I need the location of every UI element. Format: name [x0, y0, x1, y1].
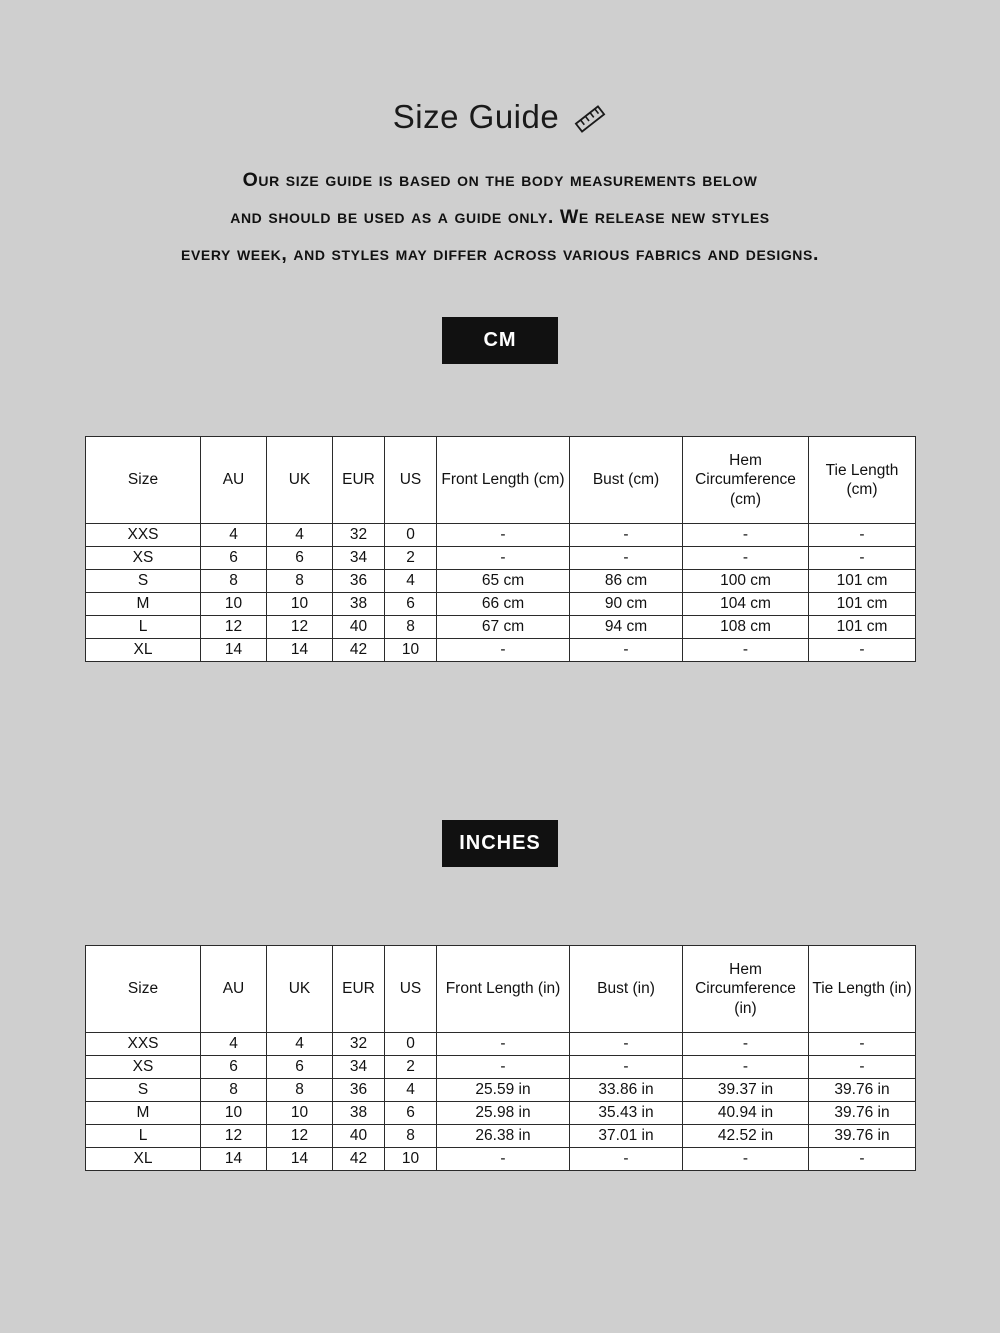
col-header-hem-circumference: Hem Circumference (cm): [683, 437, 809, 524]
cell-us: 0: [385, 524, 437, 547]
cell-size: S: [86, 1079, 201, 1102]
cell-hem: 42.52 in: [683, 1125, 809, 1148]
table-row: [86, 593, 916, 616]
cell-eur: 32: [333, 1033, 385, 1056]
unit-badge-inches: INCHES: [442, 820, 558, 867]
cell-uk: 6: [267, 547, 333, 570]
cell-bust: 86 cm: [570, 570, 683, 593]
cell-hem: -: [683, 1033, 809, 1056]
col-header-au: AU: [201, 946, 267, 1033]
cell-us: 6: [385, 593, 437, 616]
cell-hem: -: [683, 639, 809, 662]
cell-us: 6: [385, 1102, 437, 1125]
cell-hem: 108 cm: [683, 616, 809, 639]
cell-tie: 39.76 in: [809, 1125, 916, 1148]
cell-au: 14: [201, 1148, 267, 1171]
cell-tie: 101 cm: [809, 570, 916, 593]
cell-size: S: [86, 570, 201, 593]
cell-eur: 40: [333, 1125, 385, 1148]
cell-bust: -: [570, 547, 683, 570]
cell-size: XL: [86, 1148, 201, 1171]
cell-uk: 4: [267, 1033, 333, 1056]
cell-front-length: 26.38 in: [437, 1125, 570, 1148]
cell-tie: -: [809, 547, 916, 570]
cell-eur: 42: [333, 1148, 385, 1171]
cell-au: 8: [201, 1079, 267, 1102]
cell-us: 8: [385, 1125, 437, 1148]
cell-us: 2: [385, 547, 437, 570]
cell-tie: -: [809, 1056, 916, 1079]
table-header-row: [86, 946, 916, 1033]
cell-uk: 12: [267, 616, 333, 639]
page-header: [0, 0, 1000, 136]
col-header-eur: EUR: [333, 437, 385, 524]
cell-size: XXS: [86, 1033, 201, 1056]
cell-tie: -: [809, 524, 916, 547]
cell-front-length: 67 cm: [437, 616, 570, 639]
table-row: [86, 639, 916, 662]
cell-us: 4: [385, 1079, 437, 1102]
col-header-au: AU: [201, 437, 267, 524]
cell-uk: 6: [267, 1056, 333, 1079]
cell-hem: 40.94 in: [683, 1102, 809, 1125]
table-row: [86, 1056, 916, 1079]
cell-front-length: 25.59 in: [437, 1079, 570, 1102]
cell-au: 12: [201, 1125, 267, 1148]
inches-table-body: [86, 1033, 916, 1171]
cell-us: 4: [385, 570, 437, 593]
cell-bust: 94 cm: [570, 616, 683, 639]
table-row: [86, 524, 916, 547]
table-row: [86, 1079, 916, 1102]
col-header-bust: Bust (in): [570, 946, 683, 1033]
table-row: [86, 1148, 916, 1171]
cell-size: XS: [86, 547, 201, 570]
cell-uk: 10: [267, 593, 333, 616]
cell-eur: 38: [333, 593, 385, 616]
table-row: [86, 616, 916, 639]
cell-uk: 14: [267, 1148, 333, 1171]
intro-text: [60, 162, 940, 273]
cell-front-length: -: [437, 1148, 570, 1171]
cell-uk: 10: [267, 1102, 333, 1125]
table-header-row: [86, 437, 916, 524]
col-header-bust: Bust (cm): [570, 437, 683, 524]
cell-us: 10: [385, 1148, 437, 1171]
cell-au: 6: [201, 1056, 267, 1079]
cell-us: 10: [385, 639, 437, 662]
cell-uk: 12: [267, 1125, 333, 1148]
cell-bust: 37.01 in: [570, 1125, 683, 1148]
cell-hem: -: [683, 547, 809, 570]
cm-table-wrapper: [85, 436, 915, 662]
cell-eur: 36: [333, 1079, 385, 1102]
cell-uk: 14: [267, 639, 333, 662]
cell-au: 10: [201, 593, 267, 616]
cell-front-length: -: [437, 547, 570, 570]
cell-size: M: [86, 1102, 201, 1125]
cell-eur: 40: [333, 616, 385, 639]
cell-us: 8: [385, 616, 437, 639]
cell-au: 6: [201, 547, 267, 570]
cell-hem: -: [683, 1056, 809, 1079]
inches-table-wrapper: [85, 945, 915, 1171]
col-header-uk: UK: [267, 437, 333, 524]
col-header-front-length: Front Length (cm): [437, 437, 570, 524]
cell-hem: -: [683, 524, 809, 547]
table-row: [86, 547, 916, 570]
cell-au: 4: [201, 1033, 267, 1056]
cell-tie: 101 cm: [809, 593, 916, 616]
table-row: [86, 570, 916, 593]
cell-tie: -: [809, 1148, 916, 1171]
cell-bust: -: [570, 1056, 683, 1079]
col-header-eur: EUR: [333, 946, 385, 1033]
col-header-size: Size: [86, 437, 201, 524]
cell-hem: -: [683, 1148, 809, 1171]
cell-au: 10: [201, 1102, 267, 1125]
cell-front-length: -: [437, 1056, 570, 1079]
col-header-front-length: Front Length (in): [437, 946, 570, 1033]
cell-eur: 42: [333, 639, 385, 662]
cell-hem: 39.37 in: [683, 1079, 809, 1102]
cell-front-length: 25.98 in: [437, 1102, 570, 1125]
cell-size: XXS: [86, 524, 201, 547]
cell-size: XS: [86, 1056, 201, 1079]
cell-au: 12: [201, 616, 267, 639]
cell-eur: 38: [333, 1102, 385, 1125]
cell-hem: 104 cm: [683, 593, 809, 616]
cell-hem: 100 cm: [683, 570, 809, 593]
cell-tie: 39.76 in: [809, 1102, 916, 1125]
cell-tie: -: [809, 639, 916, 662]
cell-front-length: 66 cm: [437, 593, 570, 616]
cell-front-length: -: [437, 1033, 570, 1056]
cell-bust: -: [570, 1148, 683, 1171]
cell-front-length: 65 cm: [437, 570, 570, 593]
cell-front-length: -: [437, 639, 570, 662]
table-row: [86, 1102, 916, 1125]
intro-line-3: every week, and styles may differ across various fabrics and designs.: [181, 243, 819, 265]
cell-au: 14: [201, 639, 267, 662]
cell-uk: 4: [267, 524, 333, 547]
table-row: [86, 1125, 916, 1148]
cell-uk: 8: [267, 570, 333, 593]
cell-au: 8: [201, 570, 267, 593]
cell-tie: -: [809, 1033, 916, 1056]
cell-eur: 32: [333, 524, 385, 547]
col-header-size: Size: [86, 946, 201, 1033]
cell-tie: 101 cm: [809, 616, 916, 639]
cell-uk: 8: [267, 1079, 333, 1102]
cell-us: 0: [385, 1033, 437, 1056]
page-title: Size Guide: [392, 98, 560, 135]
unit-badge-cm: CM: [442, 317, 558, 364]
ruler-icon: [573, 102, 607, 136]
cell-bust: -: [570, 1033, 683, 1056]
cm-table-head: [86, 437, 916, 524]
intro-line-2: and should be used as a guide only. We release new styles: [230, 206, 770, 228]
cm-size-table: [85, 436, 916, 662]
cell-size: L: [86, 616, 201, 639]
cell-us: 2: [385, 1056, 437, 1079]
inches-size-table: [85, 945, 916, 1171]
cm-table-body: [86, 524, 916, 662]
cell-bust: 33.86 in: [570, 1079, 683, 1102]
cell-size: L: [86, 1125, 201, 1148]
table-row: [86, 1033, 916, 1056]
cell-au: 4: [201, 524, 267, 547]
cell-front-length: -: [437, 524, 570, 547]
cell-size: M: [86, 593, 201, 616]
cell-bust: -: [570, 639, 683, 662]
cell-bust: 35.43 in: [570, 1102, 683, 1125]
col-header-hem-circumference: Hem Circumference (in): [683, 946, 809, 1033]
cell-eur: 34: [333, 1056, 385, 1079]
cell-tie: 39.76 in: [809, 1079, 916, 1102]
col-header-uk: UK: [267, 946, 333, 1033]
cell-bust: 90 cm: [570, 593, 683, 616]
intro-line-1: Our size guide is based on the body measurements below: [242, 169, 758, 191]
col-header-us: US: [385, 437, 437, 524]
cell-bust: -: [570, 524, 683, 547]
col-header-tie-length: Tie Length (in): [809, 946, 916, 1033]
col-header-us: US: [385, 946, 437, 1033]
inches-table-head: [86, 946, 916, 1033]
col-header-tie-length: Tie Length (cm): [809, 437, 916, 524]
cell-eur: 34: [333, 547, 385, 570]
cell-eur: 36: [333, 570, 385, 593]
cell-size: XL: [86, 639, 201, 662]
